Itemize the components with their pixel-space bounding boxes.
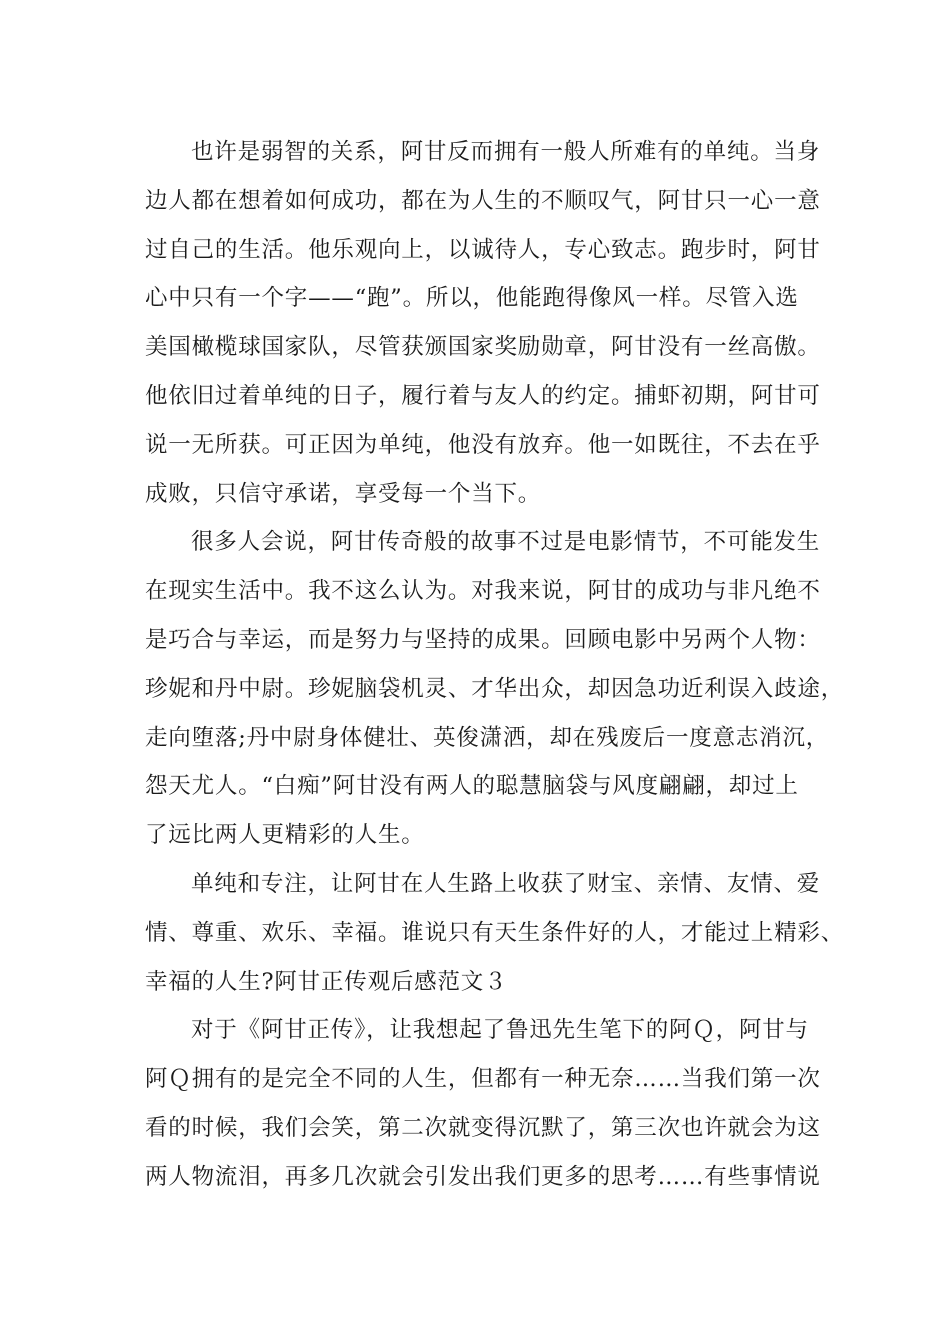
text-line: 也许是弱智的关系，阿甘反而拥有一般人所难有的单纯。当身 (191, 139, 821, 165)
text-line: 阿Ｑ拥有的是完全不同的人生，但都有一种无奈……当我们第一次 (145, 1066, 821, 1093)
text-line: 很多人会说，阿甘传奇般的故事不过是电影情节，不可能发生 (191, 529, 821, 556)
text-line: 看的时候，我们会笑，第二次就变得沉默了，第三次也许就会为这 (145, 1114, 821, 1141)
text-line: 单纯和专注，让阿甘在人生路上收获了财宝、亲情、友情、爱 (191, 870, 821, 897)
text-line: 怨天尤人。“白痴”阿甘没有两人的聪慧脑袋与风度翩翩，却过上 (145, 773, 799, 800)
paragraph-2 (145, 524, 845, 866)
text-line: 幸福的人生?阿甘正传观后感范文３ (145, 968, 508, 995)
text-line: 成败，只信守承诺，享受每一个当下。 (145, 480, 542, 507)
text-line: 走向堕落;丹中尉身体健壮、英俊潇洒，却在残废后一度意志消沉， (145, 724, 830, 751)
paragraph-3 (145, 866, 845, 1012)
text-line: 了远比两人更精彩的人生。 (145, 822, 425, 849)
text-line: 说一无所获。可正因为单纯，他没有放弃。他一如既往，不去在乎 (145, 431, 821, 458)
text-line: 在现实生活中。我不这么认为。对我来说，阿甘的成功与非凡绝不 (145, 578, 821, 605)
paragraph-1 (145, 134, 821, 524)
paragraph-4 (145, 1012, 821, 1207)
text-line: 是巧合与幸运，而是努力与坚持的成果。回顾电影中另两个人物： (145, 626, 821, 653)
text-line: 他依旧过着单纯的日子，履行着与友人的约定。捕虾初期，阿甘可 (145, 382, 821, 409)
text-line: 对于《阿甘正传》，让我想起了鲁迅先生笔下的阿Ｑ，阿甘与 (191, 1017, 809, 1044)
text-line: 情、尊重、欢乐、幸福。谁说只有天生条件好的人，才能过上精彩、 (145, 919, 845, 946)
text-line: 心中只有一个字——“跑”。所以，他能跑得像风一样。尽管入选 (145, 285, 799, 312)
document-body (145, 134, 845, 1208)
text-line: 珍妮和丹中尉。珍妮脑袋机灵、才华出众，却因急功近利误入歧途， (145, 675, 845, 702)
text-line: 过自己的生活。他乐观向上，以诚待人，专心致志。跑步时，阿甘 (145, 236, 821, 263)
text-line: 边人都在想着如何成功，都在为人生的不顺叹气，阿甘只一心一意 (145, 187, 821, 214)
text-line: 两人物流泪，再多几次就会引发出我们更多的思考……有些事情说 (145, 1163, 821, 1190)
text-line: 美国橄榄球国家队，尽管获颁国家奖励勋章，阿甘没有一丝高傲。 (145, 334, 821, 361)
